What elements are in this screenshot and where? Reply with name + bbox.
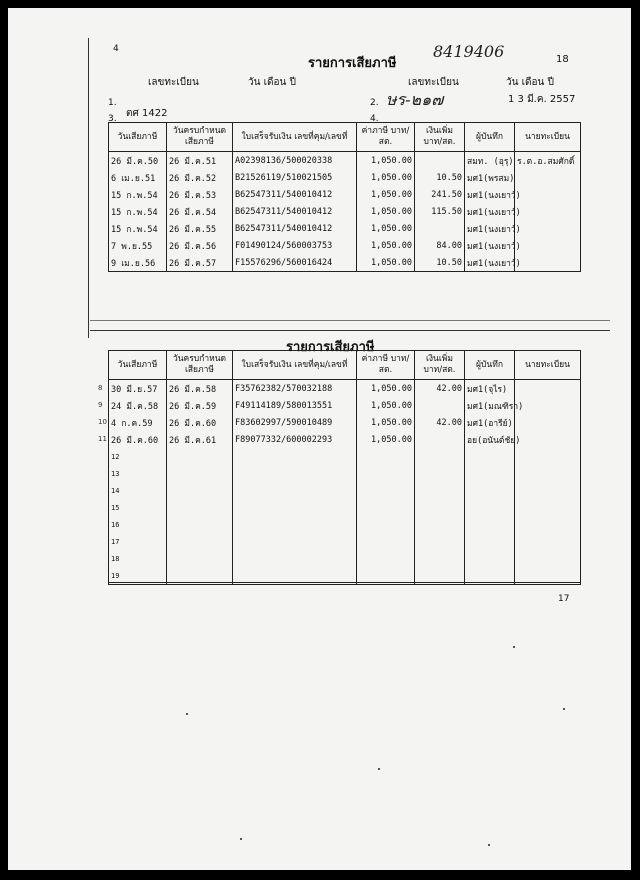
recorder-cell bbox=[465, 448, 515, 465]
tax-cell bbox=[357, 516, 415, 533]
receipt-cell bbox=[233, 533, 357, 550]
table-row-empty bbox=[109, 533, 581, 550]
table-row bbox=[109, 380, 581, 398]
extra-cell bbox=[415, 465, 465, 482]
table-row bbox=[109, 237, 581, 254]
handwritten-number: 8419406 bbox=[433, 42, 505, 61]
tax-cell bbox=[357, 465, 415, 482]
due-date-cell: 26 มี.ค.61 bbox=[167, 431, 233, 448]
row-number: 17 bbox=[111, 537, 120, 546]
row-number: 10 bbox=[98, 418, 107, 426]
paid-date-cell bbox=[109, 482, 167, 499]
scan-speck bbox=[563, 708, 565, 710]
paid-date-cell bbox=[109, 533, 167, 550]
extra-cell bbox=[415, 431, 465, 448]
extra-cell: 84.00 bbox=[415, 237, 465, 254]
paid-date-cell bbox=[109, 465, 167, 482]
due-date-cell bbox=[167, 448, 233, 465]
paid-date-cell bbox=[109, 550, 167, 567]
binding-margin-line bbox=[88, 38, 89, 338]
registrar-cell bbox=[515, 254, 581, 272]
table-row-empty bbox=[109, 550, 581, 567]
receipt-cell: F83602997/590010489 bbox=[233, 414, 357, 431]
receipt-cell: B21526119/510021505 bbox=[233, 169, 357, 186]
row-number: 16 bbox=[111, 520, 120, 529]
tax-cell bbox=[357, 499, 415, 516]
extra-cell: 241.50 bbox=[415, 186, 465, 203]
extra-cell: 10.50 bbox=[415, 254, 465, 272]
receipt-cell bbox=[233, 482, 357, 499]
row-number: 19 bbox=[111, 571, 120, 580]
tax-cell: 1,050.00 bbox=[357, 414, 415, 431]
due-date-cell: 26 มี.ค.60 bbox=[167, 414, 233, 431]
due-date-cell bbox=[167, 550, 233, 567]
tax-table-1-header bbox=[109, 123, 581, 152]
receipt-cell: F49114189/580013551 bbox=[233, 397, 357, 414]
header-recorder: ผู้บันทึก bbox=[465, 123, 515, 152]
page-mark: 4 bbox=[113, 44, 119, 54]
tax-cell: 1,050.00 bbox=[357, 186, 415, 203]
header-due-date: วันครบกำหนด เสียภาษี bbox=[167, 351, 233, 380]
tax-cell: 1,050.00 bbox=[357, 254, 415, 272]
due-date-cell: 26 มี.ค.59 bbox=[167, 397, 233, 414]
reg-line-3-label: 3. bbox=[108, 114, 117, 124]
header-extra: เงินเพิ่ม บาท/สต. bbox=[415, 351, 465, 380]
paid-date-cell: 15 ก.พ.54 bbox=[109, 203, 167, 220]
tax-cell bbox=[357, 533, 415, 550]
table-row bbox=[109, 414, 581, 431]
row-number: 9 bbox=[98, 401, 103, 409]
header-recorder: ผู้บันทึก bbox=[465, 351, 515, 380]
receipt-cell: F15576296/560016424 bbox=[233, 254, 357, 272]
recorder-cell: มศ1(นงเยาว์) bbox=[465, 254, 515, 272]
registrar-cell bbox=[515, 448, 581, 465]
due-date-cell: 26 มี.ค.54 bbox=[167, 203, 233, 220]
paid-date-cell: 26 มี.ค.60 bbox=[109, 431, 167, 448]
recorder-cell: มศ1(จุไร) bbox=[465, 380, 515, 398]
due-date-cell: 26 มี.ค.55 bbox=[167, 220, 233, 237]
document-page bbox=[8, 8, 631, 870]
extra-cell: 42.00 bbox=[415, 380, 465, 398]
registrar-cell bbox=[515, 203, 581, 220]
paid-date-cell: 15 ก.พ.54 bbox=[109, 186, 167, 203]
recorder-cell: สมท. (อุรุ) bbox=[465, 152, 515, 170]
recorder-cell: มศ1(มณฑิรา) bbox=[465, 397, 515, 414]
registrar-cell bbox=[515, 550, 581, 567]
registrar-cell bbox=[515, 414, 581, 431]
due-date-cell bbox=[167, 533, 233, 550]
table-row bbox=[109, 254, 581, 272]
extra-cell bbox=[415, 397, 465, 414]
recorder-cell: อย(อนันต์ชัย) bbox=[465, 431, 515, 448]
due-date-cell bbox=[167, 465, 233, 482]
table-row bbox=[109, 220, 581, 237]
registrar-cell bbox=[515, 533, 581, 550]
recorder-cell: มศ1(นงเยาว์) bbox=[465, 237, 515, 254]
due-date-cell: 26 มี.ค.57 bbox=[167, 254, 233, 272]
receipt-cell: B62547311/540010412 bbox=[233, 203, 357, 220]
due-date-cell: 26 มี.ค.51 bbox=[167, 152, 233, 170]
table-row bbox=[109, 203, 581, 220]
extra-cell bbox=[415, 152, 465, 170]
header-due-date: วันครบกำหนด เสียภาษี bbox=[167, 123, 233, 152]
tax-cell bbox=[357, 448, 415, 465]
table-2-title: รายการเสียภาษี bbox=[286, 340, 375, 355]
tax-cell: 1,050.00 bbox=[357, 237, 415, 254]
scan-speck bbox=[488, 844, 490, 846]
paid-date-cell: 26 มี.ค.50 bbox=[109, 152, 167, 170]
reg-line-2-value: ษร-๒๑๗ bbox=[386, 90, 444, 109]
extra-cell bbox=[415, 550, 465, 567]
row-number: 8 bbox=[98, 383, 103, 392]
registrar-cell bbox=[515, 220, 581, 237]
reg-line-2-date: 1 3 มี.ค. 2557 bbox=[508, 94, 576, 105]
tax-cell: 1,050.00 bbox=[357, 431, 415, 448]
tax-cell bbox=[357, 482, 415, 499]
due-date-cell: 26 มี.ค.58 bbox=[167, 380, 233, 398]
table-2-bottom-line bbox=[108, 582, 580, 583]
receipt-cell: A02398136/500020338 bbox=[233, 152, 357, 170]
paid-date-cell: 30 มี.ย.57 bbox=[109, 380, 167, 398]
recorder-cell: มศ1(นงเยาว์) bbox=[465, 220, 515, 237]
row-number: 14 bbox=[111, 486, 120, 495]
registrar-cell: ร.ต.อ.สมศักดิ์ bbox=[515, 152, 581, 170]
paid-date-cell: 6 เม.ย.51 bbox=[109, 169, 167, 186]
tax-cell bbox=[357, 550, 415, 567]
table-row bbox=[109, 431, 581, 448]
paid-date-cell: 7 พ.ย.55 bbox=[109, 237, 167, 254]
receipt-cell bbox=[233, 448, 357, 465]
registrar-cell bbox=[515, 482, 581, 499]
registration-label-right: เลขทะเบียน bbox=[408, 77, 459, 88]
paid-date-cell bbox=[109, 516, 167, 533]
tax-cell: 1,050.00 bbox=[357, 169, 415, 186]
scan-speck bbox=[513, 646, 515, 648]
scan-speck bbox=[240, 838, 242, 840]
row-number: 15 bbox=[111, 503, 120, 512]
table-row bbox=[109, 186, 581, 203]
separator-line-bottom bbox=[90, 330, 610, 331]
due-date-cell: 26 มี.ค.56 bbox=[167, 237, 233, 254]
header-receipt: ใบเสร็จรับเงิน เลขที่คุม/เลขที่ bbox=[233, 123, 357, 152]
receipt-cell bbox=[233, 516, 357, 533]
recorder-cell bbox=[465, 516, 515, 533]
recorder-cell bbox=[465, 499, 515, 516]
receipt-cell: B62547311/540010412 bbox=[233, 220, 357, 237]
row-number: 11 bbox=[98, 435, 107, 443]
table-row bbox=[109, 169, 581, 186]
receipt-cell: B62547311/540010412 bbox=[233, 186, 357, 203]
extra-cell bbox=[415, 533, 465, 550]
tax-cell: 1,050.00 bbox=[357, 397, 415, 414]
receipt-cell bbox=[233, 499, 357, 516]
reg-line-4-label: 4. bbox=[370, 114, 379, 124]
paid-date-cell: 24 มี.ค.58 bbox=[109, 397, 167, 414]
header-paid-date: วันเสียภาษี bbox=[109, 351, 167, 380]
table-row-empty bbox=[109, 465, 581, 482]
extra-cell: 42.00 bbox=[415, 414, 465, 431]
registrar-cell bbox=[515, 169, 581, 186]
paid-date-cell: 15 ก.พ.54 bbox=[109, 220, 167, 237]
registrar-cell bbox=[515, 380, 581, 398]
header-tax: ค่าภาษี บาท/สต. bbox=[357, 123, 415, 152]
receipt-cell bbox=[233, 465, 357, 482]
row-number: 18 bbox=[111, 554, 120, 563]
recorder-cell: มศ1(พรสม) bbox=[465, 169, 515, 186]
page-number-top: 18 bbox=[556, 54, 569, 65]
due-date-cell: 26 มี.ค.53 bbox=[167, 186, 233, 203]
table-row-empty bbox=[109, 499, 581, 516]
scan-speck bbox=[186, 713, 188, 715]
registrar-cell bbox=[515, 186, 581, 203]
header-paid-date: วันเสียภาษี bbox=[109, 123, 167, 152]
recorder-cell: มศ1(นงเยาว์) bbox=[465, 186, 515, 203]
tax-table-1 bbox=[108, 122, 581, 272]
table-row bbox=[109, 397, 581, 414]
recorder-cell: มศ1(นงเยาว์) bbox=[465, 203, 515, 220]
tax-cell: 1,050.00 bbox=[357, 203, 415, 220]
registrar-cell bbox=[515, 431, 581, 448]
table-row-empty bbox=[109, 448, 581, 465]
page-number-bottom: 17 bbox=[558, 594, 570, 604]
registrar-cell bbox=[515, 516, 581, 533]
header-registrar: นายทะเบียน bbox=[515, 123, 581, 152]
table-row bbox=[109, 152, 581, 170]
registrar-cell bbox=[515, 397, 581, 414]
paid-date-cell bbox=[109, 448, 167, 465]
registrar-cell bbox=[515, 237, 581, 254]
receipt-cell: F35762382/570032188 bbox=[233, 380, 357, 398]
reg-line-1-value: ตศ 1422 bbox=[126, 108, 168, 119]
recorder-cell bbox=[465, 482, 515, 499]
header-extra: เงินเพิ่ม บาท/สต. bbox=[415, 123, 465, 152]
separator-line-top bbox=[90, 320, 610, 321]
registrar-cell bbox=[515, 499, 581, 516]
recorder-cell bbox=[465, 465, 515, 482]
header-tax: ค่าภาษี บาท/สต. bbox=[357, 351, 415, 380]
reg-line-1-label: 1. bbox=[108, 98, 117, 108]
extra-cell bbox=[415, 499, 465, 516]
extra-cell bbox=[415, 482, 465, 499]
due-date-cell bbox=[167, 482, 233, 499]
paid-date-cell: 9 เม.ย.56 bbox=[109, 254, 167, 272]
recorder-cell: มศ1(อารีย์) bbox=[465, 414, 515, 431]
page-title: รายการเสียภาษี bbox=[308, 56, 397, 71]
extra-cell bbox=[415, 220, 465, 237]
table-row-empty bbox=[109, 482, 581, 499]
header-receipt: ใบเสร็จรับเงิน เลขที่คุม/เลขที่ bbox=[233, 351, 357, 380]
scan-speck bbox=[378, 768, 380, 770]
table-row-empty bbox=[109, 516, 581, 533]
due-date-cell bbox=[167, 516, 233, 533]
recorder-cell bbox=[465, 533, 515, 550]
receipt-cell bbox=[233, 550, 357, 567]
tax-cell: 1,050.00 bbox=[357, 220, 415, 237]
paid-date-cell bbox=[109, 499, 167, 516]
extra-cell bbox=[415, 516, 465, 533]
recorder-cell bbox=[465, 550, 515, 567]
date-label-right: วัน เดือน ปี bbox=[506, 77, 554, 88]
receipt-cell: F01490124/560003753 bbox=[233, 237, 357, 254]
tax-cell: 1,050.00 bbox=[357, 380, 415, 398]
tax-table-2 bbox=[108, 350, 581, 585]
registration-label-left: เลขทะเบียน bbox=[148, 77, 199, 88]
row-number: 13 bbox=[111, 469, 120, 478]
registrar-cell bbox=[515, 465, 581, 482]
extra-cell: 115.50 bbox=[415, 203, 465, 220]
due-date-cell: 26 มี.ค.52 bbox=[167, 169, 233, 186]
header-registrar: นายทะเบียน bbox=[515, 351, 581, 380]
paid-date-cell: 4 ก.ค.59 bbox=[109, 414, 167, 431]
row-number: 12 bbox=[111, 452, 120, 461]
date-label-left: วัน เดือน ปี bbox=[248, 77, 296, 88]
extra-cell bbox=[415, 448, 465, 465]
tax-cell: 1,050.00 bbox=[357, 152, 415, 170]
due-date-cell bbox=[167, 499, 233, 516]
tax-table-2-header bbox=[109, 351, 581, 380]
receipt-cell: F89077332/600002293 bbox=[233, 431, 357, 448]
extra-cell: 10.50 bbox=[415, 169, 465, 186]
reg-line-2-label: 2. bbox=[370, 98, 379, 108]
